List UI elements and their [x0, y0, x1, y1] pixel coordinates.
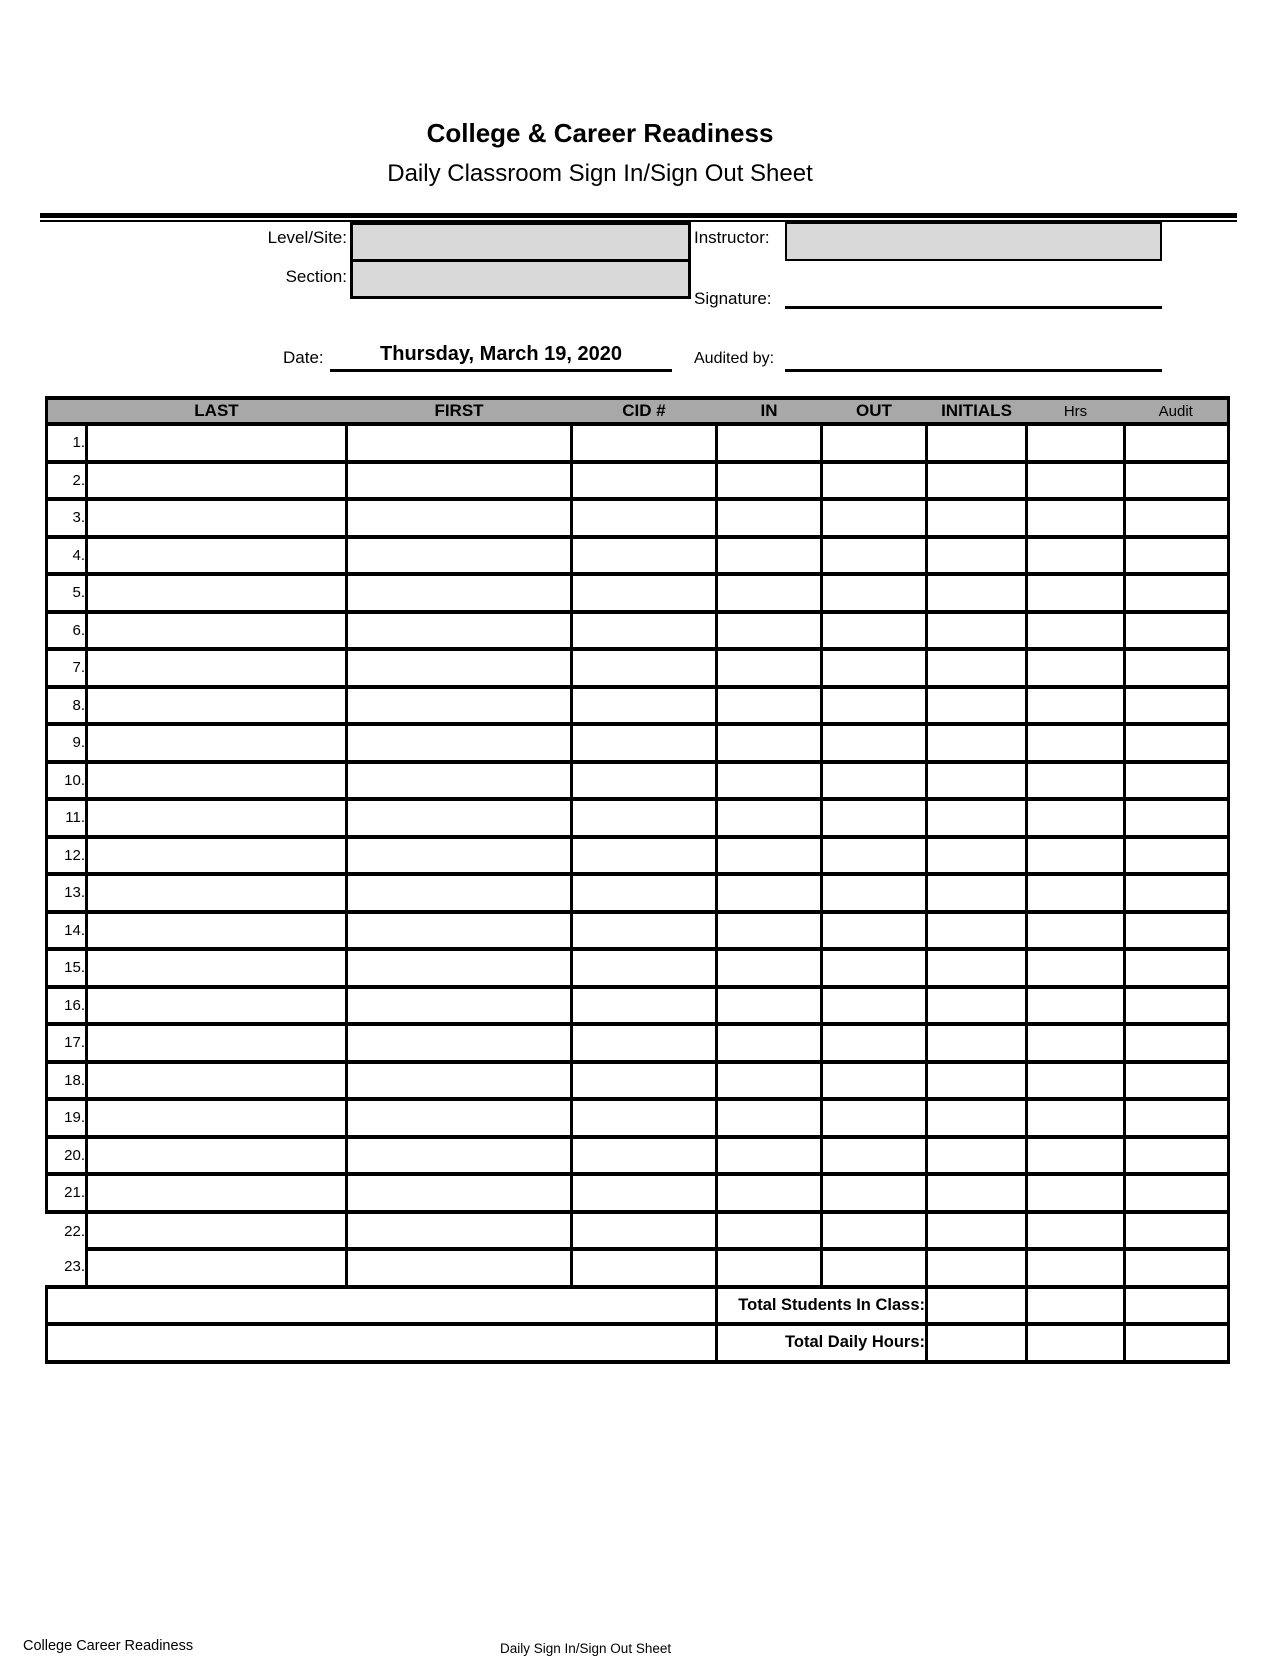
cell-last[interactable] — [87, 649, 347, 687]
cell-in[interactable] — [717, 837, 822, 875]
cell-cid[interactable] — [572, 499, 717, 537]
total-students-label: Total Students In Class: — [717, 1287, 927, 1325]
cell-audit[interactable] — [1125, 724, 1229, 762]
cell-first[interactable] — [347, 499, 572, 537]
cell-audit[interactable] — [1125, 1249, 1229, 1287]
double-rule-divider — [40, 213, 1237, 222]
cell-out[interactable] — [822, 912, 927, 950]
cell-first[interactable] — [347, 724, 572, 762]
cell-first[interactable] — [347, 837, 572, 875]
cell-out[interactable] — [822, 799, 927, 837]
cell-out[interactable] — [822, 987, 927, 1025]
cell-last[interactable] — [87, 462, 347, 500]
table-row — [47, 799, 1229, 837]
cell-initials[interactable] — [927, 1099, 1027, 1137]
cell-initials[interactable] — [927, 799, 1027, 837]
cell-in[interactable] — [717, 1062, 822, 1100]
cell-out[interactable] — [822, 874, 927, 912]
cell-initials[interactable] — [927, 1249, 1027, 1287]
cell-last[interactable] — [87, 1062, 347, 1100]
table-body — [47, 424, 1229, 1287]
cell-cid[interactable] — [572, 724, 717, 762]
cell-audit[interactable] — [1125, 1024, 1229, 1062]
cell-first[interactable] — [347, 874, 572, 912]
cell-last[interactable] — [87, 799, 347, 837]
sign-in-table — [45, 396, 1230, 1364]
cell-initials[interactable] — [927, 912, 1027, 950]
cell-hrs[interactable] — [1027, 574, 1125, 612]
row-number-cell: 8. — [47, 687, 87, 725]
table-row — [47, 762, 1229, 800]
cell-cid[interactable] — [572, 1062, 717, 1100]
section-label: Section: — [285, 267, 347, 286]
cell-out[interactable] — [822, 1174, 927, 1212]
cell-hrs[interactable] — [1027, 874, 1125, 912]
cell-audit[interactable] — [1125, 762, 1229, 800]
cell-audit[interactable] — [1125, 1099, 1229, 1137]
cell-last[interactable] — [87, 949, 347, 987]
cell-last[interactable] — [87, 1099, 347, 1137]
cell-cid[interactable] — [572, 1024, 717, 1062]
cell-hrs[interactable] — [1027, 649, 1125, 687]
total-hours-label: Total Daily Hours: — [717, 1324, 927, 1362]
cell-first[interactable] — [347, 462, 572, 500]
cell-initials[interactable] — [927, 837, 1027, 875]
cell-first[interactable] — [347, 762, 572, 800]
page-title: College & Career Readiness — [426, 118, 774, 148]
cell-last[interactable] — [87, 874, 347, 912]
cell-first[interactable] — [347, 1249, 572, 1287]
col-header-out: OUT — [822, 398, 927, 424]
row-number-cell: 23. — [47, 1249, 87, 1287]
table-row — [47, 1062, 1229, 1100]
row-number-cell: 2. — [47, 462, 87, 500]
cell-hrs[interactable] — [1027, 724, 1125, 762]
cell-in[interactable] — [717, 1249, 822, 1287]
cell-cid[interactable] — [572, 762, 717, 800]
cell-out[interactable] — [822, 724, 927, 762]
cell-last[interactable] — [87, 762, 347, 800]
cell-initials[interactable] — [927, 874, 1027, 912]
cell-audit[interactable] — [1125, 612, 1229, 650]
row-number-cell: 22. — [47, 1212, 87, 1250]
row-number-cell: 5. — [47, 574, 87, 612]
cell-last[interactable] — [87, 1174, 347, 1212]
cell-initials[interactable] — [927, 724, 1027, 762]
page-subtitle: Daily Classroom Sign In/Sign Out Sheet — [387, 160, 813, 187]
cell-in[interactable] — [717, 1099, 822, 1137]
col-header-audit: Audit — [1125, 398, 1229, 424]
row-number-cell: 9. — [47, 724, 87, 762]
cell-first[interactable] — [347, 987, 572, 1025]
cell-in[interactable] — [717, 1174, 822, 1212]
cell-audit[interactable] — [1125, 1212, 1229, 1250]
cell-initials[interactable] — [927, 762, 1027, 800]
row-number-cell: 14. — [47, 912, 87, 950]
signature-label: Signature: — [694, 289, 772, 308]
cell-in[interactable] — [717, 537, 822, 575]
col-header-last: LAST — [87, 398, 347, 424]
table-row — [47, 1174, 1229, 1212]
instructor-input[interactable] — [785, 222, 1162, 261]
row-number-cell: 19. — [47, 1099, 87, 1137]
audited-by-label: Audited by: — [694, 350, 775, 367]
cell-last[interactable] — [87, 1212, 347, 1250]
row-number-cell: 15. — [47, 949, 87, 987]
level-site-label: Level/Site: — [267, 228, 347, 247]
cell-cid[interactable] — [572, 424, 717, 462]
cell-last[interactable] — [87, 537, 347, 575]
row-number-cell: 11. — [47, 799, 87, 837]
cell-in[interactable] — [717, 424, 822, 462]
totals-spacer — [47, 1324, 717, 1362]
cell-cid[interactable] — [572, 987, 717, 1025]
table-row — [47, 537, 1229, 575]
total-students-audit-cell[interactable] — [1125, 1287, 1229, 1325]
cell-last[interactable] — [87, 574, 347, 612]
col-header-in: IN — [717, 398, 822, 424]
cell-initials[interactable] — [927, 949, 1027, 987]
cell-in[interactable] — [717, 1212, 822, 1250]
table-row — [47, 987, 1229, 1025]
cell-in[interactable] — [717, 499, 822, 537]
cell-cid[interactable] — [572, 574, 717, 612]
cell-in[interactable] — [717, 462, 822, 500]
cell-audit[interactable] — [1125, 874, 1229, 912]
table-row — [47, 1024, 1229, 1062]
cell-cid[interactable] — [572, 687, 717, 725]
row-number-header — [47, 398, 87, 424]
row-number-cell: 20. — [47, 1137, 87, 1175]
cell-audit[interactable] — [1125, 687, 1229, 725]
cell-audit[interactable] — [1125, 837, 1229, 875]
table-row — [47, 1212, 1229, 1250]
table-row — [47, 574, 1229, 612]
cell-audit[interactable] — [1125, 537, 1229, 575]
cell-hrs[interactable] — [1027, 612, 1125, 650]
cell-audit[interactable] — [1125, 799, 1229, 837]
cell-initials[interactable] — [927, 987, 1027, 1025]
row-number-cell: 21. — [47, 1174, 87, 1212]
cell-out[interactable] — [822, 1062, 927, 1100]
cell-in[interactable] — [717, 874, 822, 912]
cell-in[interactable] — [717, 612, 822, 650]
cell-out[interactable] — [822, 1024, 927, 1062]
cell-first[interactable] — [347, 1099, 572, 1137]
cell-last[interactable] — [87, 724, 347, 762]
cell-initials[interactable] — [927, 537, 1027, 575]
cell-first[interactable] — [347, 799, 572, 837]
cell-hrs[interactable] — [1027, 687, 1125, 725]
level-site-input[interactable] — [350, 222, 691, 262]
cell-last[interactable] — [87, 837, 347, 875]
col-header-first: FIRST — [347, 398, 572, 424]
cell-first[interactable] — [347, 537, 572, 575]
totals-spacer — [47, 1287, 717, 1325]
cell-out[interactable] — [822, 1137, 927, 1175]
cell-initials[interactable] — [927, 574, 1027, 612]
row-number-cell: 4. — [47, 537, 87, 575]
table-row — [47, 462, 1229, 500]
col-header-initials: INITIALS — [927, 398, 1027, 424]
cell-first[interactable] — [347, 1174, 572, 1212]
cell-in[interactable] — [717, 724, 822, 762]
cell-out[interactable] — [822, 612, 927, 650]
cell-audit[interactable] — [1125, 649, 1229, 687]
cell-hrs[interactable] — [1027, 762, 1125, 800]
total-students-value-cell[interactable] — [927, 1287, 1027, 1325]
cell-out[interactable] — [822, 949, 927, 987]
cell-initials[interactable] — [927, 462, 1027, 500]
cell-initials[interactable] — [927, 687, 1027, 725]
cell-audit[interactable] — [1125, 987, 1229, 1025]
cell-out[interactable] — [822, 1249, 927, 1287]
cell-cid[interactable] — [572, 837, 717, 875]
cell-hrs[interactable] — [1027, 424, 1125, 462]
cell-audit[interactable] — [1125, 499, 1229, 537]
cell-initials[interactable] — [927, 649, 1027, 687]
cell-last[interactable] — [87, 687, 347, 725]
cell-in[interactable] — [717, 687, 822, 725]
cell-cid[interactable] — [572, 462, 717, 500]
cell-initials[interactable] — [927, 1024, 1027, 1062]
col-header-hrs: Hrs — [1027, 398, 1125, 424]
cell-in[interactable] — [717, 762, 822, 800]
cell-hrs[interactable] — [1027, 499, 1125, 537]
row-number-cell: 16. — [47, 987, 87, 1025]
cell-cid[interactable] — [572, 537, 717, 575]
cell-cid[interactable] — [572, 799, 717, 837]
table-row — [47, 837, 1229, 875]
cell-out[interactable] — [822, 537, 927, 575]
cell-initials[interactable] — [927, 499, 1027, 537]
cell-in[interactable] — [717, 799, 822, 837]
cell-out[interactable] — [822, 762, 927, 800]
cell-out[interactable] — [822, 574, 927, 612]
cell-hrs[interactable] — [1027, 1137, 1125, 1175]
cell-cid[interactable] — [572, 1249, 717, 1287]
total-hours-audit-cell[interactable] — [1125, 1324, 1229, 1362]
table-row — [47, 912, 1229, 950]
cell-out[interactable] — [822, 649, 927, 687]
cell-hrs[interactable] — [1027, 537, 1125, 575]
table-row — [47, 649, 1229, 687]
total-hours-hrs-cell[interactable] — [1027, 1324, 1125, 1362]
cell-last[interactable] — [87, 1024, 347, 1062]
cell-in[interactable] — [717, 649, 822, 687]
cell-audit[interactable] — [1125, 1137, 1229, 1175]
row-number-cell: 1. — [47, 424, 87, 462]
cell-first[interactable] — [347, 912, 572, 950]
instructor-label: Instructor: — [694, 228, 770, 247]
cell-out[interactable] — [822, 462, 927, 500]
cell-audit[interactable] — [1125, 1174, 1229, 1212]
cell-first[interactable] — [347, 424, 572, 462]
footer-left-text: College Career Readiness — [23, 1638, 194, 1654]
cell-last[interactable] — [87, 612, 347, 650]
cell-cid[interactable] — [572, 874, 717, 912]
cell-initials[interactable] — [927, 424, 1027, 462]
table-row — [47, 612, 1229, 650]
date-label: Date: — [283, 348, 324, 367]
cell-last[interactable] — [87, 424, 347, 462]
cell-audit[interactable] — [1125, 912, 1229, 950]
row-number-cell: 12. — [47, 837, 87, 875]
cell-hrs[interactable] — [1027, 1174, 1125, 1212]
cell-out[interactable] — [822, 1099, 927, 1137]
cell-audit[interactable] — [1125, 574, 1229, 612]
cell-hrs[interactable] — [1027, 1249, 1125, 1287]
table-row — [47, 424, 1229, 462]
total-hours-row — [47, 1324, 1229, 1362]
cell-in[interactable] — [717, 912, 822, 950]
cell-initials[interactable] — [927, 1212, 1027, 1250]
cell-hrs[interactable] — [1027, 1024, 1125, 1062]
table-row — [47, 499, 1229, 537]
totals-body — [47, 1287, 1229, 1362]
row-number-cell: 6. — [47, 612, 87, 650]
cell-cid[interactable] — [572, 949, 717, 987]
cell-initials[interactable] — [927, 1174, 1027, 1212]
table-row — [47, 687, 1229, 725]
cell-first[interactable] — [347, 687, 572, 725]
cell-hrs[interactable] — [1027, 837, 1125, 875]
cell-initials[interactable] — [927, 1137, 1027, 1175]
total-hours-value-cell[interactable] — [927, 1324, 1027, 1362]
cell-cid[interactable] — [572, 1212, 717, 1250]
cell-cid[interactable] — [572, 1099, 717, 1137]
row-number-cell: 17. — [47, 1024, 87, 1062]
cell-cid[interactable] — [572, 612, 717, 650]
cell-cid[interactable] — [572, 1137, 717, 1175]
cell-hrs[interactable] — [1027, 1062, 1125, 1100]
cell-initials[interactable] — [927, 1062, 1027, 1100]
total-students-hrs-cell[interactable] — [1027, 1287, 1125, 1325]
cell-last[interactable] — [87, 499, 347, 537]
table-row — [47, 724, 1229, 762]
cell-cid[interactable] — [572, 649, 717, 687]
cell-last[interactable] — [87, 1137, 347, 1175]
cell-out[interactable] — [822, 687, 927, 725]
table-row — [47, 949, 1229, 987]
row-number-cell: 18. — [47, 1062, 87, 1100]
cell-out[interactable] — [822, 499, 927, 537]
table-row — [47, 874, 1229, 912]
cell-in[interactable] — [717, 1137, 822, 1175]
cell-cid[interactable] — [572, 1174, 717, 1212]
cell-in[interactable] — [717, 949, 822, 987]
row-number-cell: 13. — [47, 874, 87, 912]
signature-line[interactable] — [785, 282, 1162, 309]
cell-first[interactable] — [347, 1212, 572, 1250]
cell-first[interactable] — [347, 1062, 572, 1100]
row-number-cell: 10. — [47, 762, 87, 800]
cell-hrs[interactable] — [1027, 799, 1125, 837]
cell-first[interactable] — [347, 949, 572, 987]
table-row — [47, 1137, 1229, 1175]
cell-last[interactable] — [87, 1249, 347, 1287]
cell-audit[interactable] — [1125, 424, 1229, 462]
total-students-row — [47, 1287, 1229, 1325]
cell-out[interactable] — [822, 1212, 927, 1250]
cell-hrs[interactable] — [1027, 949, 1125, 987]
section-input[interactable] — [350, 259, 691, 299]
footer-center-text: Daily Sign In/Sign Out Sheet — [500, 1641, 672, 1656]
cell-audit[interactable] — [1125, 462, 1229, 500]
cell-hrs[interactable] — [1027, 912, 1125, 950]
cell-first[interactable] — [347, 1137, 572, 1175]
cell-hrs[interactable] — [1027, 462, 1125, 500]
row-number-cell: 3. — [47, 499, 87, 537]
cell-out[interactable] — [822, 837, 927, 875]
table-header-row — [47, 398, 1229, 424]
cell-last[interactable] — [87, 912, 347, 950]
cell-in[interactable] — [717, 1024, 822, 1062]
cell-out[interactable] — [822, 424, 927, 462]
cell-first[interactable] — [347, 1024, 572, 1062]
cell-last[interactable] — [87, 987, 347, 1025]
cell-hrs[interactable] — [1027, 1212, 1125, 1250]
table-row — [47, 1249, 1229, 1287]
date-value[interactable]: Thursday, March 19, 2020 — [330, 343, 672, 372]
cell-audit[interactable] — [1125, 949, 1229, 987]
cell-first[interactable] — [347, 574, 572, 612]
cell-first[interactable] — [347, 612, 572, 650]
table-row — [47, 1099, 1229, 1137]
title-block — [0, 118, 1200, 188]
row-number-cell: 7. — [47, 649, 87, 687]
audited-by-line[interactable] — [785, 344, 1162, 372]
cell-in[interactable] — [717, 574, 822, 612]
cell-audit[interactable] — [1125, 1062, 1229, 1100]
cell-cid[interactable] — [572, 912, 717, 950]
cell-hrs[interactable] — [1027, 1099, 1125, 1137]
cell-first[interactable] — [347, 649, 572, 687]
cell-in[interactable] — [717, 987, 822, 1025]
cell-initials[interactable] — [927, 612, 1027, 650]
col-header-cid: CID # — [572, 398, 717, 424]
cell-hrs[interactable] — [1027, 987, 1125, 1025]
